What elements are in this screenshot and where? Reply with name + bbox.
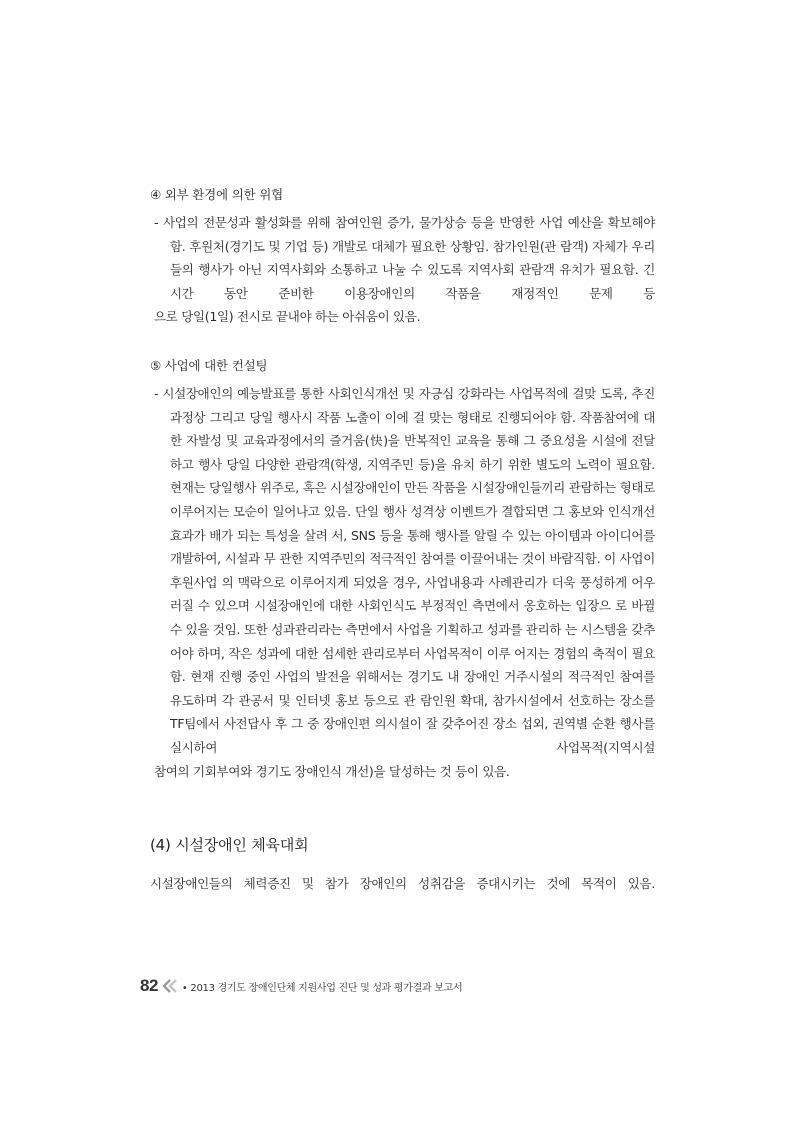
consulting-line: 하기 위한 별도의 노력이 필요함. 현재는 당일행사 위주로, 혹은 시설장애인이 만든 (170, 456, 655, 496)
threats-line: - 사업의 전문성과 활성화를 위해 참여인원 증가, 물가상승 등을 반영한 사업 예산을 (154, 215, 604, 230)
threats-line: 확보해야 함. 후원처(경기도 및 기업 등) 개발로 대체가 필요한 상황임. 참가인원(관 (170, 215, 655, 254)
consulting-line: 함. 작품참여에 대한 자발성 및 교육과정에서의 즐거움(快)을 반복적인 교육을 통해 (170, 409, 655, 449)
consulting-line: 관한 지역주민의 적극적인 참여를 이끌어내는 것이 바람직함. 이 사업이 후원사업 (170, 551, 655, 590)
consulting-line: 로 바뀔 수 있을 것임. 또한 성과관리라는 측면에서 사업을 기획하고 성과를 관리하 (170, 598, 655, 637)
threats-section (150, 184, 655, 329)
sports-event-title: (4) 시설장애인 체육대회 (150, 836, 309, 854)
consulting-line: 의시설이 잘 갖추어진 장소 섭외, 권역별 순환 행사를 실시하여 사업목적(지역시설 (170, 716, 655, 755)
page-footer (140, 974, 462, 998)
consulting-line: 는 시스템을 갖추어야 하며, 작은 성과에 대한 섬세한 관리로부터 사업목적이 이루 (170, 621, 655, 661)
consulting-line: 작품을 시설장애인들끼리 관람하는 형태로 이루어지는 모순이 일어나고 있음. 단일 (170, 480, 655, 519)
threats-paragraph (150, 211, 655, 329)
consulting-line: 행사 성격상 이벤트가 결합되면 그 홍보와 인식개선 효과가 배가 되는 특성을 살려 (170, 503, 655, 543)
consulting-heading: ⑤ 사업에 대한 컨설팅 (150, 358, 268, 373)
consulting-line: 서, SNS 등을 통해 행사를 알릴 수 있는 아이템과 아이디어를 개발하여, 시설과 무 (170, 527, 655, 567)
threats-line: 관람객 유치가 필요함. 긴 시간 동안 준비한 이용장애인의 작품을 재정적인 문제 등 (170, 262, 655, 301)
consulting-line: 러질 수 있으며 시설장애인에 대한 사회인식도 부정적인 측면에서 옹호하는 입장으 (170, 598, 611, 614)
double-chevron-left-icon (162, 979, 178, 993)
consulting-line: 람인원 확대, 참가시설에서 선호하는 장소를 TF팀에서 사전답사 후 그 중 장애인편 (170, 692, 655, 732)
consulting-line: 그 중요성을 시설에 전달하고 행사 당일 다양한 관람객(학생, 지역주민 등)을 유치 (170, 433, 655, 472)
page-number: 82 (140, 976, 158, 995)
consulting-line: 장애인 거주시설의 적극적인 참여를 유도하며 각 관공서 및 인터넷 홍보 등으로 관 (170, 669, 655, 708)
threats-heading: ④ 외부 환경에 의한 위협 (150, 187, 283, 202)
consulting-line: 도록, 추진과정상 그리고 당일 행사시 작품 노출이 이에 걸 맞는 형태로 진행되어야 (170, 386, 655, 425)
consulting-line: 참여의 기회부여와 경기도 장애인식 개선)을 달성하는 것 등이 있음. (154, 763, 510, 779)
threats-line: 으로 당일(1일) 전시로 끝내야 하는 아쉬움이 있음. (154, 309, 421, 325)
consulting-paragraph (150, 382, 655, 783)
consulting-line: 어지는 경험의 축적이 필요함. 현재 진행 중인 사업의 발전을 위해서는 경기도 내 (170, 645, 655, 685)
threats-line: 람객) 자체가 우리들의 행사가 아닌 지역사회와 소통하고 나눌 수 있도록 지역사회 (170, 238, 655, 278)
consulting-section (150, 355, 655, 783)
report-title: • 2013 경기도 장애인단체 지원사업 진단 및 성과 평가결과 보고서 (181, 982, 463, 994)
sports-event-body: 시설장애인들의 체력증진 및 참가 장애인의 성취감을 증대시키는 것에 목적이 있음. (150, 876, 655, 891)
consulting-line: 의 맥락으로 이루어지게 되었을 경우, 사업내용과 사례관리가 더욱 풍성하게 어우 (221, 574, 655, 590)
consulting-line: - 시설장애인의 예능발표를 통한 사회인식개선 및 자긍심 강화라는 사업목적에 걸맞 (154, 386, 596, 401)
